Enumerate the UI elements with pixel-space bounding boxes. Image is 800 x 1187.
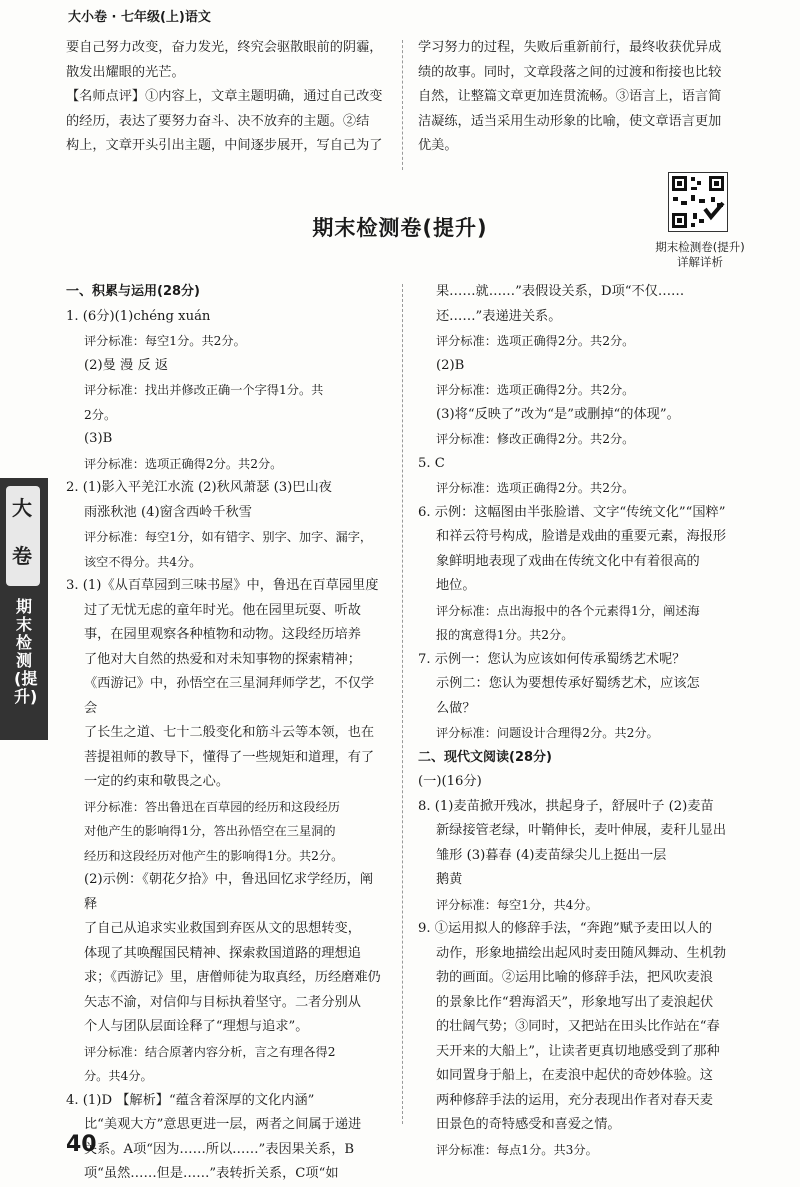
text-line: 个人与团队层面诠释了“理想与追求”。 (84, 1019, 309, 1034)
text-line: 求；《西游记》里，唐僧师徒为取真经，历经磨难仍 (84, 970, 381, 985)
text-line: 一定的约束和敬畏之心。 (84, 774, 230, 789)
left-column (66, 280, 386, 1187)
text-line: 评分标准：找出并修改正确一个字得1分。共 (84, 383, 324, 397)
text-line: 二、现代文阅读(28分) (418, 749, 552, 765)
text-line: 么做？ (436, 700, 476, 716)
text-line: 经历和这段经历对他产生的影响得1分。共2分。 (84, 848, 344, 863)
text-line: (2)示例：《朝花夕拾》中，鲁迅回忆求学经历，阐释 (84, 872, 374, 912)
text-line: 自然，让整篇文章更加连贯流畅。③语言上，语言简 (418, 89, 722, 104)
text-line: 雏形 (3)暮春 (4)麦苗绿尖儿上挺出一层 (436, 847, 667, 863)
text-line: 评分标准：选项正确得2分。共2分。 (436, 383, 635, 397)
page-number: 40 (66, 1132, 97, 1157)
text-line: 果……就……”表假设关系，D项“不仅…… (436, 284, 685, 299)
text-line: 评分标准：点出海报中的各个元素得1分，阐述海 (436, 603, 700, 618)
text-line: (2)B (436, 357, 465, 373)
text-line: 洁凝练，适当采用生动形象的比喻，使文章语言更加 (418, 113, 722, 129)
running-header: 大小卷 · 七年级(上)语文 (68, 10, 211, 25)
text-line: 了他对大自然的热爱和对未知事物的探索精神； (84, 651, 361, 667)
text-line: 评分标准：选项正确得2分。共2分。 (84, 456, 283, 471)
text-line: 评分标准：结合原著内容分析，言之有理各得2 (84, 1044, 336, 1059)
text-line: 对他产生的影响得1分，答出孙悟空在三星洞的 (84, 824, 336, 838)
text-line: (一)(16分) (418, 774, 482, 789)
text-line: 事，在园里观察各种植物和动物。这段经历培养 (84, 627, 361, 642)
qr-caption-line-1: 期末检测卷(提升) (655, 240, 745, 254)
text-line: (3)将“反映了”改为“是”或删掉“的体现”。 (436, 406, 680, 422)
column-divider (402, 284, 403, 1124)
text-line: 关系。A项“因为……所以……”表因果关系，B (84, 1141, 355, 1157)
text-line: 还……”表递进关系。 (436, 308, 562, 324)
text-line: 6. 示例：这幅图由半张脸谱、文字“传统文化”“国粹” (418, 504, 726, 520)
text-line: 评分标准：每空1分，共4分。 (436, 897, 598, 912)
text-line: 评分标准：每空1分。共2分。 (84, 334, 246, 348)
text-line: 评分标准：修改正确得2分。共2分。 (436, 432, 635, 446)
text-line: 评分标准：选项正确得2分。共2分。 (436, 481, 635, 495)
text-line: 的壮阔气势；③同时，又把站在田头比作站在“春 (436, 1019, 720, 1034)
text-line: 一、积累与运用(28分) (66, 284, 200, 299)
qr-caption (640, 240, 760, 270)
text-line: 评分标准：选项正确得2分。共2分。 (436, 334, 635, 348)
text-line: 【名师点评】①内容上，文章主题明确，通过自己改变 (66, 89, 383, 104)
top-right-text (418, 36, 746, 159)
text-line: 3. (1)《从百草园到三味书屋》中，鲁迅在百草园里度 (66, 578, 379, 593)
text-line: 示例二：您认为要想传承好蜀绣艺术，应该怎 (436, 676, 700, 691)
text-line: 评分标准：每点1分。共3分。 (436, 1142, 598, 1157)
text-line: 两种修辞手法的运用，充分表现出作者对春天麦 (436, 1092, 713, 1108)
text-line: 和祥云符号构成，脸谱是戏曲的重要元素，海报形 (436, 529, 727, 544)
text-line: 评分标准：答出鲁迅在百草园的经历和这段经历 (84, 799, 340, 814)
text-line: 报的寓意得1分。共2分。 (436, 628, 574, 642)
text-line: 散发出耀眼的光芒。 (66, 64, 185, 80)
text-line: 2分。 (84, 407, 117, 422)
page-title: 期末检测卷(提升) (312, 216, 488, 240)
column-divider-top (402, 40, 403, 170)
text-line: 优美。 (418, 138, 458, 153)
text-line: 矢志不渝，对信仰与目标执着坚守。二者分别从 (84, 994, 361, 1010)
text-line: 过了无忧无虑的童年时光。他在园里玩耍、听故 (84, 602, 361, 618)
text-line: 要自己努力改变，奋力发光，终究会驱散眼前的阴霾， (66, 40, 383, 55)
text-line: 田景色的奇特感受和喜爱之情。 (436, 1117, 621, 1132)
text-line: 构上，文章开头引出主题，中间逐步展开，写自己为了 (66, 138, 383, 153)
text-line: 了长生之道、七十二般变化和筋斗云等本领，也在 (84, 725, 375, 740)
text-line: 体现了其唤醒国民精神、探索救国道路的理想追 (84, 945, 361, 961)
qr-caption-line-2: 详解详析 (677, 255, 723, 269)
text-line: (2)曼 漫 反 返 (84, 357, 169, 373)
text-line: 《西游记》中，孙悟空在三星洞拜师学艺，不仅学会 (84, 676, 375, 716)
text-line: 勃的画面。②运用比喻的修辞手法，把风吹麦浪 (436, 970, 713, 985)
text-line: 比“美观大方”意思更进一层，两者之间属于递进 (84, 1117, 362, 1132)
text-line: 了自己从追求实业救国到弃医从文的思想转变， (84, 921, 361, 936)
text-line: 评分标准：问题设计合理得2分。共2分。 (436, 726, 659, 740)
text-line: 菩提祖师的教导下，懂得了一些规矩和道理，有了 (84, 749, 375, 765)
text-line: 分。共4分。 (84, 1069, 153, 1083)
text-line: 5. C (418, 455, 445, 471)
text-line: 新绿接管老绿，叶鞘伸长，麦叶伸展，麦秆儿显出 (436, 823, 727, 838)
text-line: 2. (1)影入平羌江水流 (2)秋风萧瑟 (3)巴山夜 (66, 480, 332, 495)
text-line: 地位。 (436, 578, 476, 593)
text-line: 的景象比作“碧海滔天”，形象地写出了麦浪起伏 (436, 994, 714, 1010)
text-line: 动作，形象地描绘出起风时麦田随风舞动、生机勃 (436, 945, 727, 961)
top-left-text (66, 36, 386, 159)
text-line: 项“虽然……但是……”表转折关系，C项“如 (84, 1166, 339, 1181)
side-tab-char-2: 卷 (12, 544, 32, 568)
text-line: 的经历，表达了要努力奋斗、决不放弃的主题。②结 (66, 113, 370, 129)
side-tab-label: 期末检测(提升) (14, 597, 38, 706)
text-line: 雨涨秋池 (4)窗含西岭千秋雪 (84, 504, 252, 520)
text-line: 1. (6分)(1)chéng xuán (66, 308, 211, 324)
text-line: 学习努力的过程，失败后重新前行，最终收获优异成 (418, 40, 722, 55)
text-line: 象鲜明地表现了戏曲在传统文化中有着很高的 (436, 553, 700, 569)
text-line: 4. (1)D 【解析】“蕴含着深厚的文化内涵” (66, 1092, 315, 1108)
right-column (418, 280, 746, 1162)
text-line: (3)B (84, 431, 113, 446)
text-line: 鹅黄 (436, 872, 463, 887)
text-line: 如同置身于船上，在麦浪中起伏的奇妙体验。这 (436, 1068, 713, 1083)
side-tab (0, 478, 48, 740)
side-tab-char-1: 大 (12, 496, 32, 520)
text-line: 8. (1)麦苗掀开残冰，拱起身子，舒展叶子 (2)麦苗 (418, 798, 714, 814)
text-line: 天开来的大船上”，让读者更真切地感受到了那种 (436, 1043, 720, 1059)
text-line: 7. 示例一：您认为应该如何传承蜀绣艺术呢？ (418, 651, 686, 667)
text-line: 绩的故事。同时，文章段落之间的过渡和衔接也比较 (418, 64, 722, 80)
text-line: 9. ①运用拟人的修辞手法，“奔跑”赋予麦田以人的 (418, 921, 713, 936)
text-line: 该空不得分。共4分。 (84, 554, 202, 569)
text-line: 评分标准：每空1分，如有错字、别字、加字、漏字， (84, 530, 373, 544)
